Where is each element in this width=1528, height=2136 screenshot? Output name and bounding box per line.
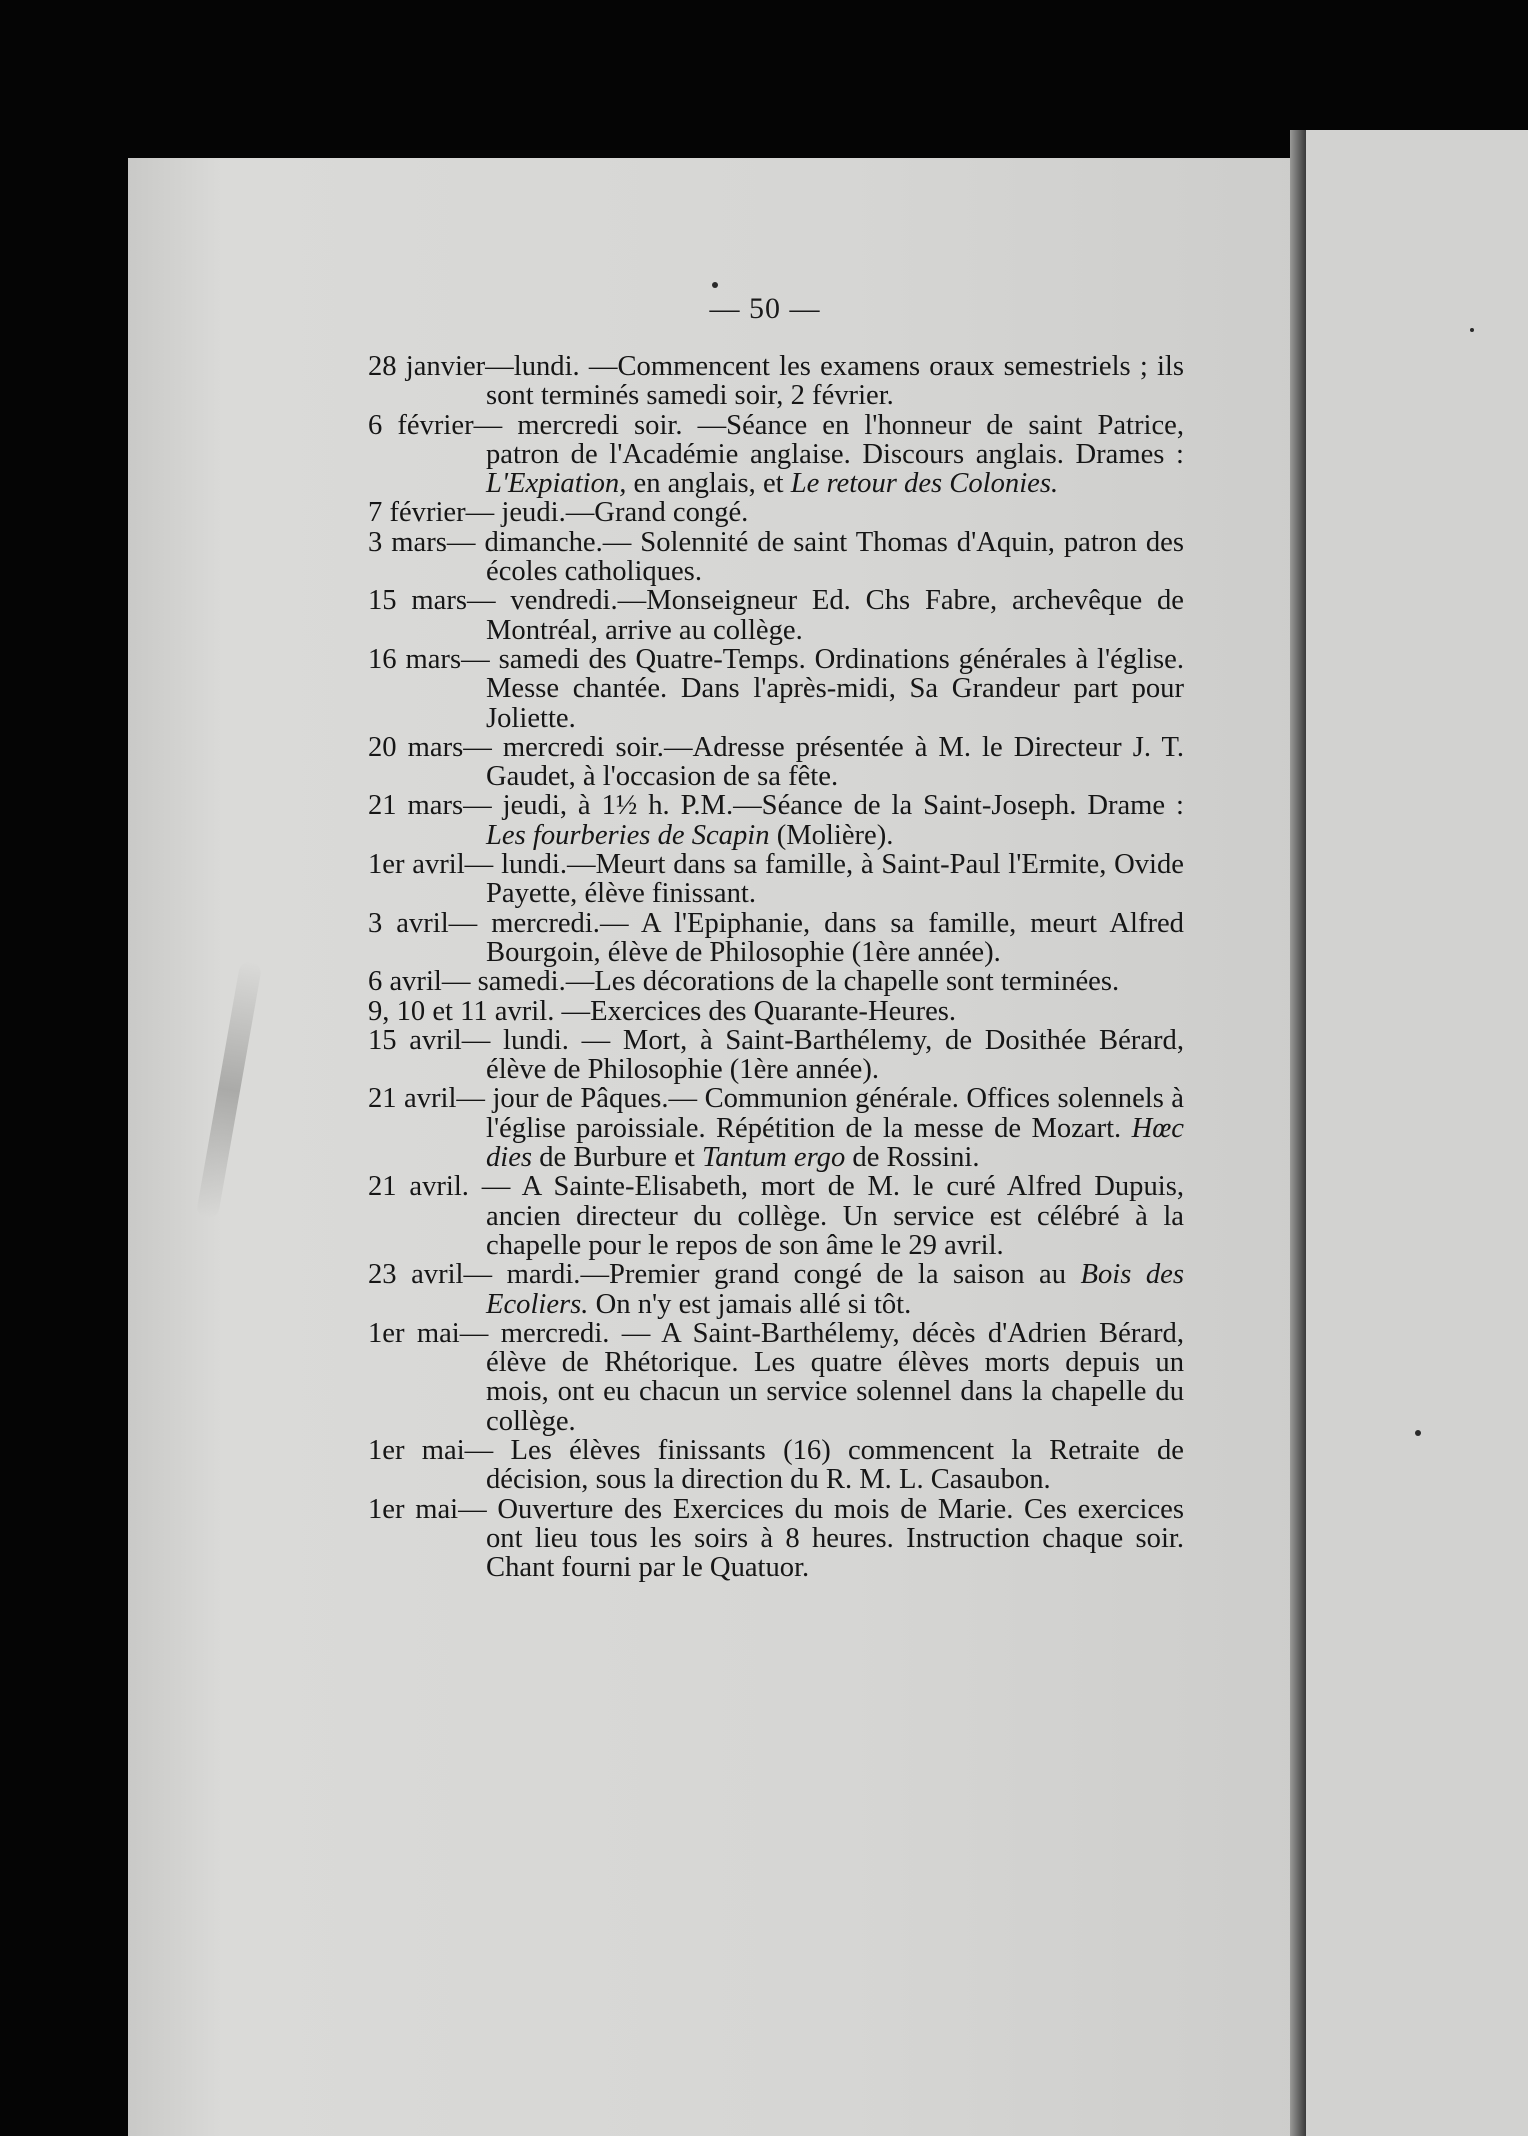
entry-text: —Commencent les examens oraux semestriels ; ils sont terminés samedi soir, 2 février. — [486, 351, 1184, 412]
entry-date: 7 février— — [368, 497, 495, 529]
entry-date: 21 mars— — [368, 790, 492, 822]
chronicle-entry — [368, 733, 1184, 792]
entry-title-italic: L'Expiation, — [486, 468, 627, 500]
chronicle-entry — [368, 909, 1184, 968]
chronicle-entry — [368, 1495, 1184, 1583]
chronicle-entry — [368, 411, 1184, 499]
speck — [1415, 1430, 1421, 1436]
entry-text: samedi des Quatre-Temps. Ordinations générales à l'église. Messe chantée. Dans l'après-midi, Sa Grandeur part pour Joliette. — [486, 643, 1184, 734]
chronicle-entry — [368, 1319, 1184, 1436]
entry-date: 3 mars— — [368, 526, 476, 558]
entry-text: jeudi.—Grand congé. — [501, 497, 749, 529]
entry-date: 1er mai— — [368, 1434, 494, 1466]
entry-text: de Rossini. — [852, 1142, 980, 1174]
chronicle-entry — [368, 586, 1184, 645]
entry-date: 15 mars— — [368, 585, 496, 617]
entry-text: Les élèves finissants (16) commencent la Retraite de décision, sous la direction du R. M. L. Casaubon. — [486, 1434, 1184, 1496]
entry-text: On n'y est jamais allé si tôt. — [595, 1288, 912, 1320]
entry-date: 6 avril— — [368, 966, 471, 998]
entry-text: mardi.—Premier grand congé de la saison au — [506, 1259, 1067, 1291]
entry-date: 16 mars— — [368, 643, 490, 675]
chronicle-entry — [368, 967, 1184, 996]
entry-text: Ouverture des Exercices du mois de Marie. Ces exercices ont lieu tous les soirs à 8 heures. Instruction chaque soir. Chant fourni par le Quatuor. — [486, 1493, 1184, 1584]
page-gutter — [1290, 130, 1306, 2136]
entry-text: mercredi.— A l'Epiphanie, dans sa famille, meurt Alfred Bourgoin, élève de Philosophie (1ère année). — [486, 907, 1184, 968]
entry-date: 21 avril. — [368, 1171, 469, 1203]
entry-title-italic: Les fourberies de Scapin — [486, 819, 770, 851]
chronicle-entry — [368, 645, 1184, 733]
entry-date: 1er mai— — [368, 1317, 489, 1349]
entry-text: — A Sainte-Elisabeth, mort de M. le curé Alfred Dupuis, ancien directeur du collège. Un service est célébré à la chapelle pour le repos de son âme le 29 avril. — [481, 1171, 1184, 1261]
chronicle-entry — [368, 1172, 1184, 1260]
entry-text: jour de Pâques.— Communion générale. Offices solennels à l'église paroissiale. Répétition de la messe de Mozart. — [486, 1083, 1184, 1144]
entry-title-italic: Bois des Ecoliers. — [486, 1259, 1184, 1320]
chronicle-entries — [368, 352, 1184, 1582]
chronicle-entry — [368, 1260, 1184, 1319]
entry-title-italic: Tantum ergo — [702, 1142, 846, 1174]
entry-date: 21 avril— — [368, 1083, 486, 1115]
chronicle-entry — [368, 1436, 1184, 1495]
chronicle-entry — [368, 791, 1184, 850]
speck — [712, 282, 718, 288]
entry-text: mercredi. — A Saint-Barthélemy, décès d'Adrien Bérard, élève de Rhétorique. Les quatre élèves morts depuis un mois, ont eu chacun un service solennel dans la chapelle du collège. — [486, 1317, 1184, 1437]
entry-date: 28 janvier—lundi. — [368, 351, 580, 382]
speck — [1470, 328, 1474, 332]
entry-text: de Burbure et — [539, 1142, 695, 1174]
entry-date: 1er avril— — [368, 849, 494, 881]
entry-title-italic: Le retour des Colonies. — [790, 468, 1059, 500]
page-number: — 50 — — [709, 292, 821, 325]
chronicle-entry — [368, 352, 1184, 411]
entry-date: 6 février— — [368, 409, 503, 441]
chronicle-entry — [368, 850, 1184, 909]
chronicle-entry — [368, 1084, 1184, 1172]
entry-date: 23 avril— — [368, 1259, 493, 1291]
entry-date: 15 avril— — [368, 1024, 491, 1056]
entry-text: (Molière). — [776, 819, 894, 851]
entry-text: lundi.—Meurt dans sa famille, à Saint-Paul l'Ermite, Ovide Payette, élève finissant. — [486, 849, 1184, 910]
entry-text: mercredi soir. —Séance en l'honneur de saint Patrice, patron de l'Académie anglaise. Discours anglais. Drames : — [486, 409, 1185, 470]
right-page-fragment — [1306, 130, 1528, 2136]
chronicle-entry — [368, 528, 1184, 587]
entry-text: en anglais, et — [633, 468, 784, 500]
entry-text: dimanche.— Solennité de saint Thomas d'Aquin, patron des écoles catholiques. — [484, 526, 1185, 588]
entry-title-italic: Hœc dies — [486, 1112, 1184, 1174]
entry-date: 3 avril— — [368, 907, 478, 939]
chronicle-entry — [368, 1026, 1184, 1085]
entry-text: vendredi.—Monseigneur Ed. Chs Fabre, archevêque de Montréal, arrive au collège. — [486, 585, 1184, 646]
chronicle-entry — [368, 498, 1184, 527]
chronicle-entry — [368, 997, 1184, 1026]
entry-text: jeudi, à 1½ h. P.M.—Séance de la Saint-Joseph. Drame : — [502, 790, 1185, 822]
entry-text: mercredi soir.—Adresse présentée à M. le Directeur J. T. Gaudet, à l'occasion de sa fête. — [486, 731, 1184, 793]
entry-date: 20 mars— — [368, 731, 492, 763]
entry-date: 1er mai— — [368, 1493, 487, 1525]
entry-text: —Exercices des Quarante-Heures. — [561, 995, 957, 1027]
entry-date: 9, 10 et 11 avril. — [368, 995, 555, 1027]
entry-text: lundi. — Mort, à Saint-Barthélemy, de Dosithée Bérard, élève de Philosophie (1ère année). — [486, 1024, 1184, 1086]
entry-text: samedi.—Les décorations de la chapelle sont terminées. — [477, 966, 1120, 998]
